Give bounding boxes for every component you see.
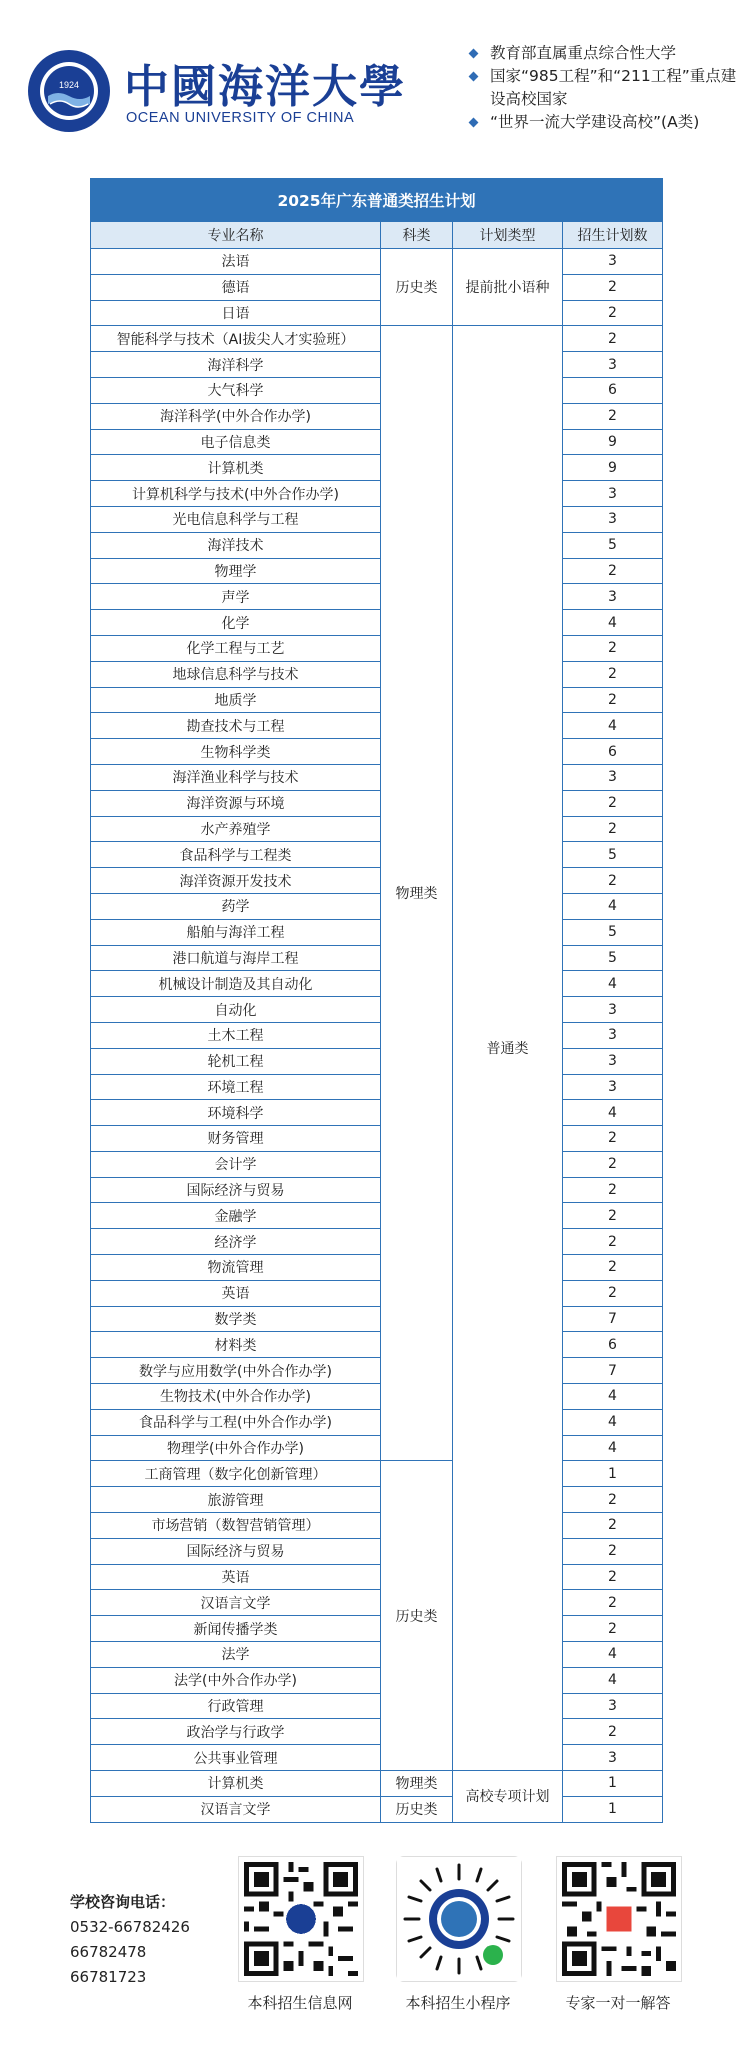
- cell-quota: 5: [563, 532, 663, 558]
- table-row: [91, 532, 663, 558]
- cell-quota: 4: [563, 1667, 663, 1693]
- table-row: [91, 1745, 663, 1771]
- table-row: [91, 893, 663, 919]
- cell-major: 政治学与行政学: [91, 1719, 381, 1745]
- cell-quota: 3: [563, 1745, 663, 1771]
- cell-major: 工商管理（数字化创新管理）: [91, 1461, 381, 1487]
- table-row: [91, 274, 663, 300]
- cell-major: 公共事业管理: [91, 1745, 381, 1771]
- cell-quota: 6: [563, 1332, 663, 1358]
- cell-quota: 2: [563, 1590, 663, 1616]
- table-title: 2025年广东普通类招生计划: [91, 179, 663, 222]
- cell-quota: 9: [563, 455, 663, 481]
- university-name-cn: 中國海洋大學: [124, 60, 407, 113]
- cell-quota: 5: [563, 842, 663, 868]
- cell-quota: 1: [563, 1796, 663, 1822]
- cell-quota: 4: [563, 1435, 663, 1461]
- cell-major: 海洋科学: [91, 352, 381, 378]
- cell-major: 经济学: [91, 1229, 381, 1255]
- mini-program-code-icon: [397, 1857, 521, 1981]
- cell-major: 电子信息类: [91, 429, 381, 455]
- cell-major: 旅游管理: [91, 1487, 381, 1513]
- table-row: [91, 1538, 663, 1564]
- table-row: [91, 429, 663, 455]
- cell-major: 食品科学与工程(中外合作办学): [91, 1409, 381, 1435]
- table-row: [91, 1719, 663, 1745]
- cell-major: 土木工程: [91, 1022, 381, 1048]
- cell-major: 光电信息科学与工程: [91, 506, 381, 532]
- cell-plan-type: 普通类: [453, 326, 563, 1771]
- cell-major: 海洋科学(中外合作办学): [91, 403, 381, 429]
- cell-major: 自动化: [91, 997, 381, 1023]
- table-row: [91, 919, 663, 945]
- cell-quota: 3: [563, 1048, 663, 1074]
- table-row: [91, 868, 663, 894]
- cell-quota: 3: [563, 764, 663, 790]
- cell-major: 汉语言文学: [91, 1590, 381, 1616]
- cell-plan-type: 高校专项计划: [453, 1771, 563, 1823]
- cell-quota: 1: [563, 1461, 663, 1487]
- cell-major: 国际经济与贸易: [91, 1177, 381, 1203]
- page-header: [0, 0, 749, 150]
- column-header-plan-type: 计划类型: [453, 222, 563, 249]
- cell-major: 计算机类: [91, 455, 381, 481]
- cell-quota: 3: [563, 481, 663, 507]
- table-row: [91, 687, 663, 713]
- cell-major: 新闻传播学类: [91, 1616, 381, 1642]
- cell-quota: 2: [563, 1229, 663, 1255]
- cell-quota: 2: [563, 1538, 663, 1564]
- table-row: [91, 1203, 663, 1229]
- qr-caption: 本科招生小程序: [405, 1994, 511, 2012]
- cell-quota: 2: [563, 661, 663, 687]
- cell-quota: 6: [563, 739, 663, 765]
- cell-subject: 历史类: [381, 1796, 453, 1822]
- table-row: [91, 377, 663, 403]
- cell-major: 地质学: [91, 687, 381, 713]
- cell-major: 海洋资源与环境: [91, 790, 381, 816]
- cell-quota: 6: [563, 377, 663, 403]
- cell-major: 英语: [91, 1280, 381, 1306]
- cell-quota: 2: [563, 1719, 663, 1745]
- cell-quota: 2: [563, 558, 663, 584]
- cell-quota: 3: [563, 1074, 663, 1100]
- cell-quota: 2: [563, 1177, 663, 1203]
- table-row: [91, 506, 663, 532]
- cell-quota: 4: [563, 713, 663, 739]
- cell-major: 海洋技术: [91, 532, 381, 558]
- table-row: [91, 1358, 663, 1384]
- cell-subject: 物理类: [381, 326, 453, 1461]
- table-row: [91, 739, 663, 765]
- cell-quota: 3: [563, 506, 663, 532]
- enrollment-plan-table-container: [90, 178, 662, 1823]
- cell-major: 材料类: [91, 1332, 381, 1358]
- cell-quota: 3: [563, 1022, 663, 1048]
- cell-major: 地球信息科学与技术: [91, 661, 381, 687]
- cell-major: 行政管理: [91, 1693, 381, 1719]
- table-row: [91, 1126, 663, 1152]
- seal-year: 1924: [58, 80, 80, 90]
- cell-major: 生物技术(中外合作办学): [91, 1384, 381, 1410]
- cell-quota: 1: [563, 1771, 663, 1797]
- column-header-subject: 科类: [381, 222, 453, 249]
- cell-major: 轮机工程: [91, 1048, 381, 1074]
- table-row: [91, 481, 663, 507]
- table-row: [91, 1796, 663, 1822]
- table-row: [91, 1100, 663, 1126]
- cell-major: 海洋渔业科学与技术: [91, 764, 381, 790]
- cell-major: 法学(中外合作办学): [91, 1667, 381, 1693]
- university-seal-logo: [26, 48, 112, 134]
- phone-number[interactable]: 66781723: [70, 1968, 147, 1986]
- cell-major: 金融学: [91, 1203, 381, 1229]
- qr-caption: 本科招生信息网: [247, 1994, 353, 2012]
- cell-quota: 4: [563, 1409, 663, 1435]
- cell-major: 物理学(中外合作办学): [91, 1435, 381, 1461]
- cell-quota: 3: [563, 352, 663, 378]
- table-row: [91, 1642, 663, 1668]
- table-row: [91, 326, 663, 352]
- qr-code-icon: [239, 1857, 363, 1981]
- column-header-major: 专业名称: [91, 222, 381, 249]
- column-header-quota: 招生计划数: [563, 222, 663, 249]
- phone-number[interactable]: 0532-66782426: [70, 1918, 190, 1936]
- cell-major: 化学工程与工艺: [91, 635, 381, 661]
- cell-quota: 3: [563, 997, 663, 1023]
- contact-info: [70, 1890, 190, 1990]
- table-row: [91, 1332, 663, 1358]
- contact-label: 学校咨询电话：: [70, 1893, 176, 1911]
- cell-major: 大气科学: [91, 377, 381, 403]
- cell-major: 海洋资源开发技术: [91, 868, 381, 894]
- diamond-bullet-icon: [469, 118, 479, 128]
- table-row: [91, 352, 663, 378]
- cell-major: 德语: [91, 274, 381, 300]
- cell-major: 计算机科学与技术(中外合作办学): [91, 481, 381, 507]
- table-body: [91, 249, 663, 1823]
- table-row: [91, 1693, 663, 1719]
- table-row: [91, 610, 663, 636]
- cell-major: 药学: [91, 893, 381, 919]
- table-row: [91, 1564, 663, 1590]
- table-row: [91, 1177, 663, 1203]
- cell-subject: 历史类: [381, 1461, 453, 1771]
- cell-major: 港口航道与海岸工程: [91, 945, 381, 971]
- cell-major: 日语: [91, 300, 381, 326]
- cell-major: 化学: [91, 610, 381, 636]
- table-row: [91, 713, 663, 739]
- cell-plan-type: 提前批小语种: [453, 249, 563, 326]
- cell-major: 环境科学: [91, 1100, 381, 1126]
- cell-quota: 2: [563, 1255, 663, 1281]
- cell-major: 法学: [91, 1642, 381, 1668]
- university-name-en: OCEAN UNIVERSITY OF CHINA: [126, 110, 355, 126]
- table-row: [91, 842, 663, 868]
- cell-quota: 4: [563, 893, 663, 919]
- table-row: [91, 558, 663, 584]
- cell-quota: 5: [563, 919, 663, 945]
- admission-website-qr-code[interactable]: [238, 1856, 364, 1982]
- cell-subject: 物理类: [381, 1771, 453, 1797]
- cell-quota: 4: [563, 1642, 663, 1668]
- feature-bullet: [466, 111, 746, 134]
- table-row: [91, 635, 663, 661]
- table-row: [91, 300, 663, 326]
- enrollment-plan-table: [90, 178, 663, 1823]
- cell-quota: 2: [563, 868, 663, 894]
- cell-major: 汉语言文学: [91, 1796, 381, 1822]
- cell-quota: 2: [563, 326, 663, 352]
- cell-major: 环境工程: [91, 1074, 381, 1100]
- cell-major: 物流管理: [91, 1255, 381, 1281]
- expert-consult-qr-code[interactable]: [556, 1856, 682, 1982]
- cell-quota: 3: [563, 249, 663, 275]
- cell-quota: 2: [563, 635, 663, 661]
- cell-major: 物理学: [91, 558, 381, 584]
- cell-major: 会计学: [91, 1151, 381, 1177]
- table-row: [91, 764, 663, 790]
- cell-major: 财务管理: [91, 1126, 381, 1152]
- cell-major: 法语: [91, 249, 381, 275]
- cell-quota: 2: [563, 1203, 663, 1229]
- table-row: [91, 1487, 663, 1513]
- cell-major: 勘查技术与工程: [91, 713, 381, 739]
- cell-major: 计算机类: [91, 1771, 381, 1797]
- cell-quota: 2: [563, 1616, 663, 1642]
- cell-quota: 2: [563, 1513, 663, 1539]
- cell-major: 市场营销（数智营销管理）: [91, 1513, 381, 1539]
- table-row: [91, 1513, 663, 1539]
- table-row: [91, 1255, 663, 1281]
- table-row: [91, 790, 663, 816]
- cell-quota: 2: [563, 403, 663, 429]
- table-row: [91, 1409, 663, 1435]
- table-row: [91, 1306, 663, 1332]
- table-row: [91, 1151, 663, 1177]
- cell-major: 英语: [91, 1564, 381, 1590]
- table-row: [91, 1074, 663, 1100]
- diamond-bullet-icon: [469, 49, 479, 59]
- cell-major: 国际经济与贸易: [91, 1538, 381, 1564]
- cell-quota: 4: [563, 610, 663, 636]
- feature-bullet-text: “世界一流大学建设高校”(A类): [490, 113, 700, 131]
- phone-number[interactable]: 66782478: [70, 1943, 147, 1961]
- cell-major: 智能科学与技术（AI拔尖人才实验班）: [91, 326, 381, 352]
- cell-major: 数学与应用数学(中外合作办学): [91, 1358, 381, 1384]
- table-row: [91, 455, 663, 481]
- cell-major: 数学类: [91, 1306, 381, 1332]
- cell-quota: 2: [563, 1487, 663, 1513]
- table-row: [91, 661, 663, 687]
- feature-bullet: [466, 65, 746, 111]
- table-row: [91, 997, 663, 1023]
- diamond-bullet-icon: [469, 72, 479, 82]
- mini-program-code[interactable]: [396, 1856, 522, 1982]
- cell-major: 声学: [91, 584, 381, 610]
- cell-quota: 2: [563, 274, 663, 300]
- table-row: [91, 1022, 663, 1048]
- cell-quota: 3: [563, 584, 663, 610]
- table-row: [91, 1590, 663, 1616]
- table-row: [91, 945, 663, 971]
- cell-major: 水产养殖学: [91, 816, 381, 842]
- cell-quota: 5: [563, 945, 663, 971]
- table-row: [91, 1616, 663, 1642]
- cell-major: 食品科学与工程类: [91, 842, 381, 868]
- table-row: [91, 1229, 663, 1255]
- cell-major: 船舶与海洋工程: [91, 919, 381, 945]
- table-row: [91, 1048, 663, 1074]
- cell-quota: 4: [563, 971, 663, 997]
- cell-quota: 4: [563, 1384, 663, 1410]
- cell-quota: 2: [563, 1564, 663, 1590]
- feature-bullet: [466, 42, 746, 65]
- cell-quota: 9: [563, 429, 663, 455]
- cell-quota: 2: [563, 1280, 663, 1306]
- cell-quota: 2: [563, 1126, 663, 1152]
- qr-caption: 专家一对一解答: [565, 1994, 671, 2012]
- cell-quota: 2: [563, 1151, 663, 1177]
- cell-quota: 2: [563, 790, 663, 816]
- feature-bullet-list: [466, 42, 746, 134]
- feature-bullet-text: 教育部直属重点综合性大学: [490, 44, 677, 62]
- qr-code-icon: [557, 1857, 681, 1981]
- table-row: [91, 403, 663, 429]
- cell-subject: 历史类: [381, 249, 453, 326]
- feature-bullet-text: 国家“985工程”和“211工程”重点建设高校国家: [490, 67, 737, 108]
- cell-quota: 7: [563, 1306, 663, 1332]
- cell-major: 机械设计制造及其自动化: [91, 971, 381, 997]
- cell-major: 生物科学类: [91, 739, 381, 765]
- table-row: [91, 971, 663, 997]
- table-row: [91, 1461, 663, 1487]
- cell-quota: 7: [563, 1358, 663, 1384]
- table-row: [91, 1435, 663, 1461]
- table-row: [91, 816, 663, 842]
- cell-quota: 3: [563, 1693, 663, 1719]
- cell-quota: 2: [563, 300, 663, 326]
- table-row: [91, 1384, 663, 1410]
- table-row: [91, 1667, 663, 1693]
- table-row: [91, 1280, 663, 1306]
- table-row: [91, 584, 663, 610]
- table-row: [91, 1771, 663, 1797]
- cell-quota: 2: [563, 687, 663, 713]
- cell-quota: 4: [563, 1100, 663, 1126]
- cell-quota: 2: [563, 816, 663, 842]
- table-row: [91, 249, 663, 275]
